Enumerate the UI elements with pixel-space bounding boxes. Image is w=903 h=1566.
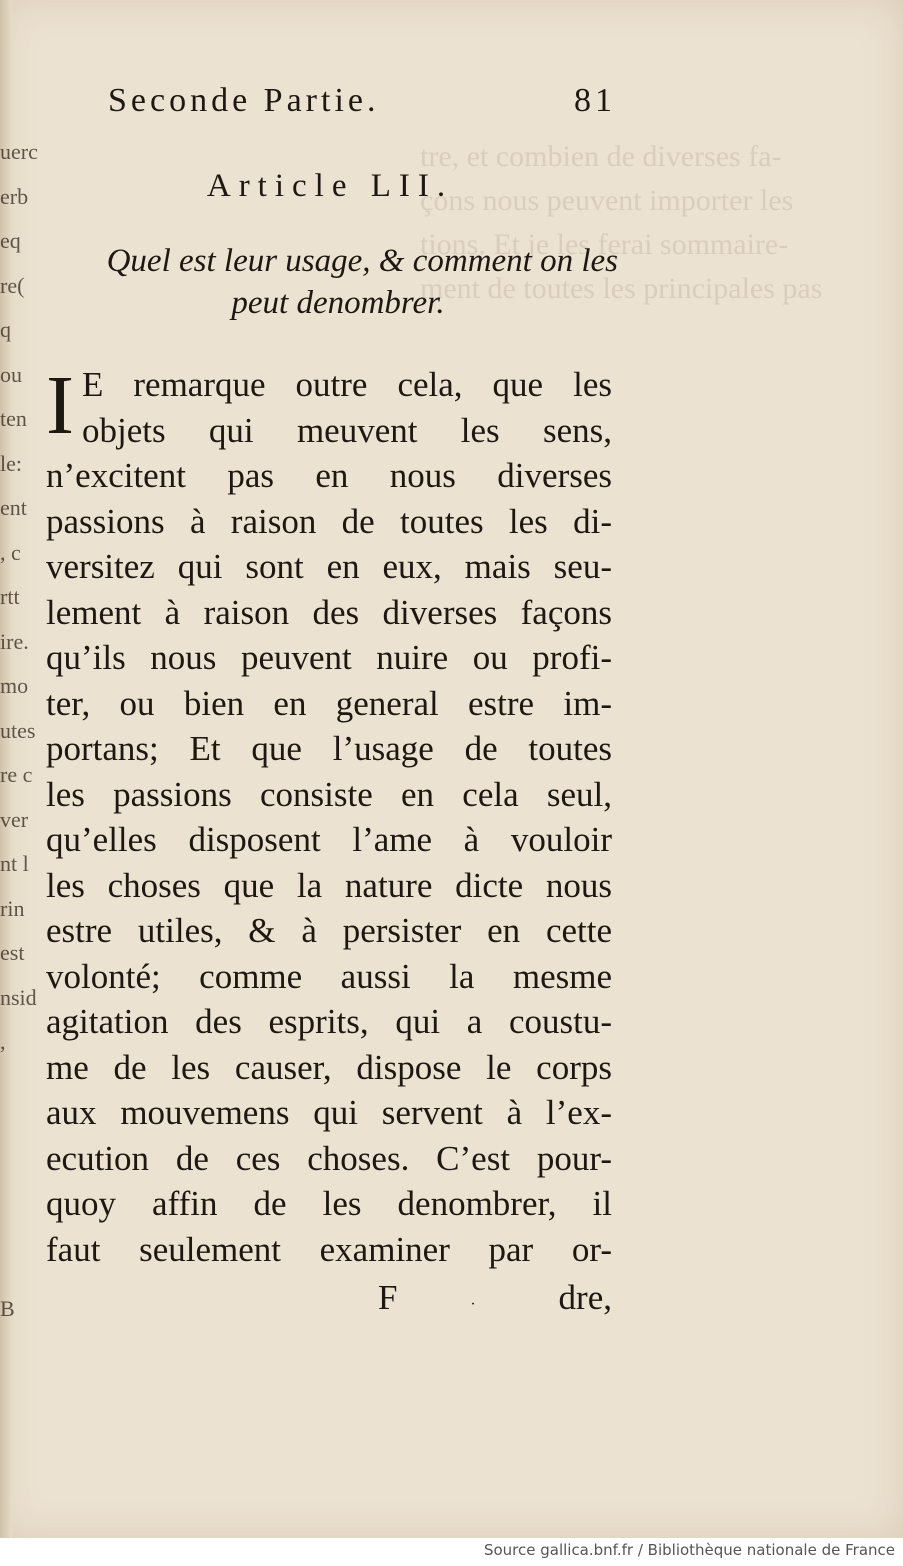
- bleed-line: ou: [0, 361, 22, 387]
- body-line: les passions consiste en cela seul,: [46, 774, 612, 814]
- show-through-line: çons nous peuvent importer les: [420, 184, 794, 217]
- bleed-line: ,: [0, 1029, 6, 1054]
- bleed-line: , c: [0, 539, 21, 565]
- body-line: qu’elles disposent l’ame à vouloir: [46, 820, 612, 859]
- running-head: [108, 82, 616, 120]
- body-line: quoy affin de les denombrer, il: [46, 1184, 612, 1223]
- bleed-line: nt l: [0, 851, 29, 876]
- facing-page-bleed: [0, 130, 38, 1332]
- bleed-line: mo: [0, 673, 29, 698]
- body-line: passions à raison de toutes les di-: [46, 501, 612, 541]
- bleed-line: [0, 1109, 26, 1154]
- bleed-line: re(: [0, 272, 25, 298]
- signature-mark: F: [378, 1278, 398, 1317]
- body-line: ecution de ces choses. C’est pour-: [46, 1138, 612, 1178]
- bleed-line: [0, 1243, 26, 1288]
- bleed-line: B: [0, 1296, 15, 1321]
- bleed-line: q: [0, 317, 11, 342]
- body-line: objets qui meuvent les sens,: [82, 410, 612, 450]
- bleed-line: re c: [0, 762, 33, 787]
- show-through-line: tre, et combien de diverses fa-: [420, 140, 782, 173]
- body-line: faut seulement examiner par or-: [46, 1229, 612, 1269]
- bleed-line: eq: [0, 228, 21, 253]
- body-line: qu’ils nous peuvent nuire ou profi-: [46, 638, 612, 677]
- show-through-line: ment de toutes les principales pas: [420, 272, 823, 305]
- bleed-line: [0, 1065, 26, 1110]
- subtitle-line: peut denombrer.: [231, 285, 445, 321]
- body-line: les choses que la nature dicte nous: [46, 865, 612, 905]
- body-line: versitez qui sont en eux, mais seu-: [46, 547, 612, 586]
- bleed-line: rin: [0, 895, 25, 921]
- running-head-title: Seconde Partie.: [108, 82, 380, 119]
- body-line: estre utiles, & à persister en cette: [46, 911, 612, 950]
- bleed-line: uerc: [0, 139, 38, 164]
- bleed-line: nsid: [0, 984, 37, 1010]
- catchword: dre,: [558, 1278, 612, 1317]
- catchline-dot: ·: [470, 1296, 476, 1313]
- bleed-line: ver: [0, 806, 29, 832]
- drop-cap: I: [46, 359, 74, 452]
- bleed-line: est: [0, 940, 25, 965]
- body-line: ter, ou bien en general estre im-: [46, 683, 612, 723]
- body-line: aux mouvemens qui servent à l’ex-: [46, 1093, 612, 1132]
- bleed-line: [0, 1198, 26, 1243]
- catchline: [378, 1278, 612, 1318]
- body-line: n’excitent pas en nous diverses: [46, 456, 612, 495]
- body-line: volonté; comme aussi la mesme: [46, 956, 612, 996]
- body-line: agitation des esprits, qui a coustu-: [46, 1002, 612, 1041]
- body-line: me de les causer, dispose le corps: [46, 1047, 612, 1087]
- show-through-line: tions. Et je les ferai sommaire-: [420, 228, 789, 261]
- bleed-line: ire.: [0, 628, 29, 654]
- bleed-line: ent: [0, 495, 27, 520]
- bleed-line: rtt: [0, 584, 20, 609]
- body-text: [46, 359, 612, 1272]
- bleed-line: [0, 1154, 26, 1199]
- body-line: lement à raison des diverses façons: [46, 592, 612, 632]
- page-number: 81: [574, 82, 616, 119]
- source-credit: Source gallica.bnf.fr / Bibliothèque nationale de France: [483, 1541, 895, 1559]
- bleed-line: erb: [0, 183, 29, 209]
- body-line: portans; Et que l’usage de toutes: [46, 729, 612, 768]
- body-line: E remarque outre cela, que les: [82, 365, 612, 404]
- subtitle-line: Quel est leur usage, & comment on les: [106, 243, 618, 279]
- bleed-line: le:: [0, 450, 22, 476]
- bleed-line: utes: [0, 717, 36, 743]
- bleed-line: ten: [0, 406, 27, 431]
- article-heading: Article LII.: [206, 168, 454, 204]
